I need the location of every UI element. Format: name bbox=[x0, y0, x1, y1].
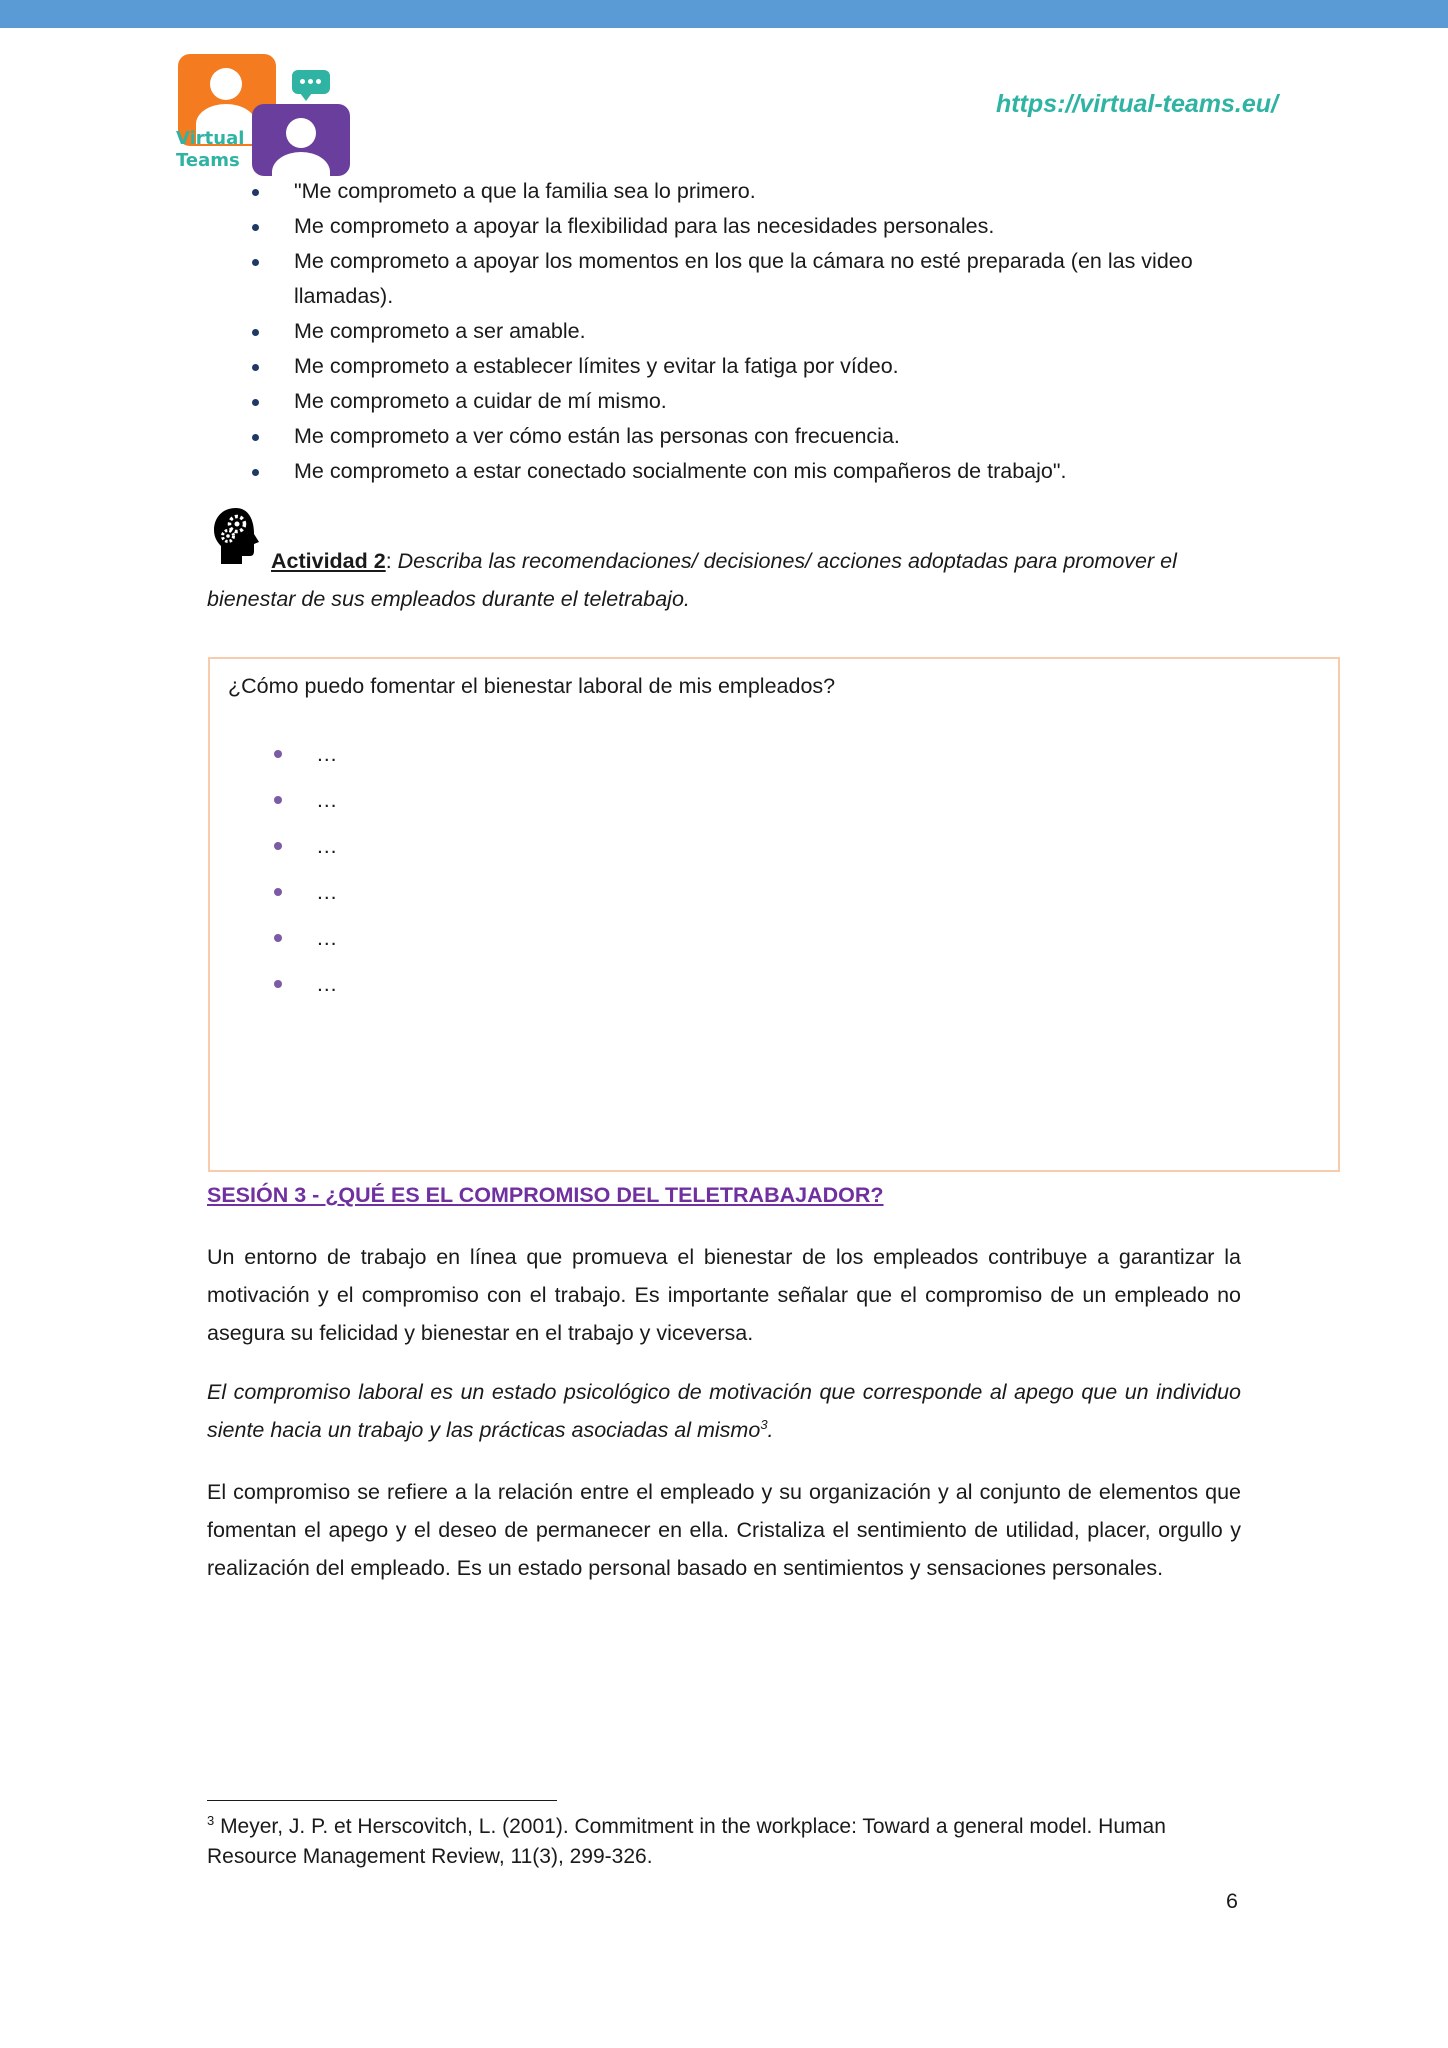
footnote bbox=[207, 1812, 1241, 1872]
activity-label: Actividad 2 bbox=[271, 549, 386, 573]
paragraph-2-definition bbox=[207, 1373, 1241, 1449]
activity-separator: : bbox=[385, 549, 398, 573]
person-purple-icon bbox=[252, 104, 350, 176]
footnote-ref[interactable]: 3 bbox=[760, 1416, 768, 1432]
exercise-question: ¿Cómo puedo fomentar el bienestar laboral de mis empleados? bbox=[228, 674, 836, 698]
paragraph-2-end: . bbox=[767, 1418, 774, 1442]
answer-item[interactable]: … bbox=[274, 737, 338, 783]
exercise-box bbox=[208, 657, 1340, 1172]
list-item: Me comprometo a ver cómo están las personas con frecuencia. bbox=[252, 419, 1242, 454]
section-title: SESIÓN 3 - ¿QUÉ ES EL COMPROMISO DEL TELETRABAJADOR? bbox=[207, 1183, 884, 1207]
virtual-teams-logo bbox=[176, 52, 352, 178]
page-number: 6 bbox=[1226, 1889, 1238, 1913]
exercise-answer-list bbox=[274, 737, 338, 1013]
answer-item[interactable]: … bbox=[274, 829, 338, 875]
activity-instructions bbox=[207, 542, 1241, 618]
list-item: Me comprometo a apoyar los momentos en los que la cámara no esté preparada (en las video llamadas). bbox=[252, 244, 1242, 314]
paragraph-3: El compromiso se refiere a la relación entre el empleado y su organización y al conjunto de elementos que fomentan el apego y el deseo de permanecer en ella. Cristaliza el sentimiento de utilidad, placer, orgullo y realización del empleado. Es un estado personal basado en sentimientos y sensaciones personales. bbox=[207, 1480, 1241, 1580]
commitments-list bbox=[252, 174, 1242, 489]
paragraph-2-text: El compromiso laboral es un estado psicológico de motivación que corresponde al apego que un individuo siente hacia un trabajo y las prácticas asociadas al mismo bbox=[207, 1380, 1241, 1442]
list-item: Me comprometo a estar conectado socialmente con mis compañeros de trabajo". bbox=[252, 454, 1242, 489]
logo-wordmark bbox=[176, 128, 244, 172]
list-item: Me comprometo a apoyar la flexibilidad para las necesidades personales. bbox=[252, 209, 1242, 244]
list-item: Me comprometo a establecer límites y evitar la fatiga por vídeo. bbox=[252, 349, 1242, 384]
footnote-divider bbox=[207, 1800, 557, 1801]
logo-line-2: Teams bbox=[176, 150, 240, 171]
answer-item[interactable]: … bbox=[274, 783, 338, 829]
answer-item[interactable]: … bbox=[274, 875, 338, 921]
answer-item[interactable]: … bbox=[274, 921, 338, 967]
paragraph-1: Un entorno de trabajo en línea que promueva el bienestar de los empleados contribuye a garantizar la motivación y el compromiso con el trabajo. Es importante señalar que el compromiso de un empleado no asegura su felicidad y bienestar en el trabajo y viceversa. bbox=[207, 1245, 1241, 1345]
activity-description: Describa las recomendaciones/ decisiones/ acciones adoptadas para promover el bienestar de sus empleados durante el teletrabajo. bbox=[207, 549, 1177, 611]
footnote-text: Meyer, J. P. et Herscovitch, L. (2001). Commitment in the workplace: Toward a general model. Human Resource Management Review, 11(3), 299-326. bbox=[207, 1815, 1166, 1868]
logo-line-1: Virtual bbox=[176, 128, 245, 149]
list-item: Me comprometo a ser amable. bbox=[252, 314, 1242, 349]
list-item: "Me comprometo a que la familia sea lo primero. bbox=[252, 174, 1242, 209]
answer-item[interactable]: … bbox=[274, 967, 338, 1013]
top-color-bar bbox=[0, 0, 1448, 28]
footnote-marker: 3 bbox=[207, 1813, 215, 1828]
site-url-link[interactable]: https://virtual-teams.eu/ bbox=[996, 90, 1278, 118]
chat-bubble-icon bbox=[292, 70, 330, 94]
list-item: Me comprometo a cuidar de mí mismo. bbox=[252, 384, 1242, 419]
